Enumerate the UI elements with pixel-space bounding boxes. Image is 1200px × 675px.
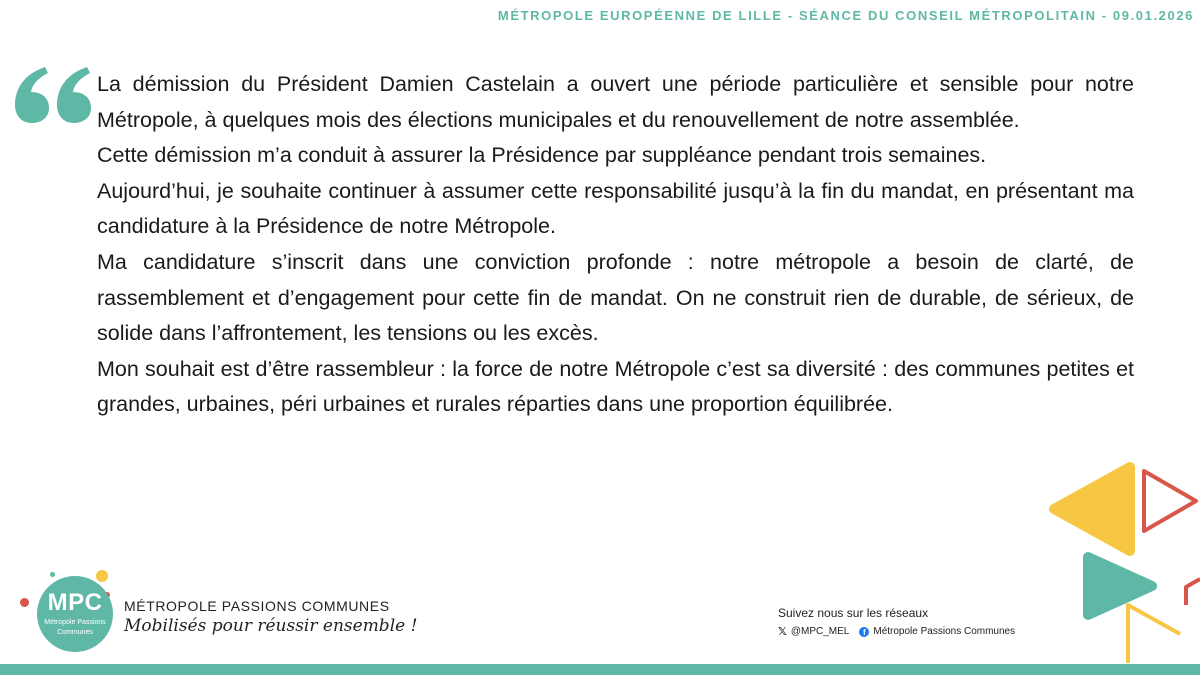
- logo-circle: [37, 576, 113, 652]
- yellow-outline-triangle-shape: [1128, 605, 1180, 663]
- statement-paragraph-4: Ma candidature s’inscrit dans une conviction profonde : notre métropole a besoin de clarté, de rassemblement et d’engagement pour cette fin de mandat. On ne construit rien de durable, de sérieux, de solide dans l’affrontement, les tensions ou les excès.: [97, 249, 1134, 346]
- logo-subtitle-2: Communes: [57, 629, 93, 636]
- statement-paragraph-3: Aujourd’hui, je souhaite continuer à assumer cette responsabilité jusqu’à la fin du mandat, en présentant ma candidature à la Présidence de notre Métropole.: [97, 178, 1134, 239]
- logo-dot-teal: [50, 572, 55, 577]
- logo-dot-yellow: [96, 570, 108, 582]
- statement-text: [97, 67, 1134, 423]
- social-links: [778, 625, 1015, 638]
- mpc-logo: [14, 568, 124, 660]
- social-title: Suivez nous sur les réseaux: [778, 606, 929, 620]
- yellow-triangle-shape: [1054, 467, 1130, 551]
- logo-dot-red: [20, 598, 29, 607]
- logo-subtitle-1: Métropole Passions: [44, 619, 106, 626]
- statement-paragraph-2: Cette démission m’a conduit à assurer la Présidence par suppléance pendant trois semaines.: [97, 143, 987, 168]
- red-outline-triangle-shape: [1144, 471, 1196, 531]
- logo-acronym: MPC: [47, 589, 103, 616]
- decorative-play-shapes: [1040, 455, 1200, 665]
- facebook-name[interactable]: Métropole Passions Communes: [873, 626, 1016, 637]
- organization-tagline: Mobilisés pour réussir ensemble !: [124, 616, 418, 636]
- organization-name: MÉTROPOLE PASSIONS COMMUNES: [124, 598, 390, 614]
- x-icon: 𝕏: [778, 626, 787, 638]
- teal-triangle-shape: [1088, 557, 1152, 615]
- red-partial-triangle-shape: [1186, 579, 1200, 605]
- quote-icon: [14, 66, 92, 124]
- event-header: MÉTROPOLE EUROPÉENNE DE LILLE - SÉANCE DU CONSEIL MÉTROPOLITAIN - 09.01.2026: [497, 8, 1194, 23]
- statement-paragraph-1: La démission du Président Damien Castelain a ouvert une période particulière et sensible pour notre Métropole, à quelques mois des élections municipales et du renouvellement de notre assemblée.: [97, 72, 1134, 132]
- statement-paragraph-5: Mon souhait est d’être rassembleur : la force de notre Métropole c’est sa diversité : des communes petites et grandes, urbaines, péri urbaines et rurales réparties dans une proportion équilibrée.: [97, 356, 1134, 417]
- bottom-bar: [0, 664, 1200, 675]
- x-handle[interactable]: @MPC_MEL: [790, 626, 850, 637]
- facebook-icon: f: [859, 627, 869, 637]
